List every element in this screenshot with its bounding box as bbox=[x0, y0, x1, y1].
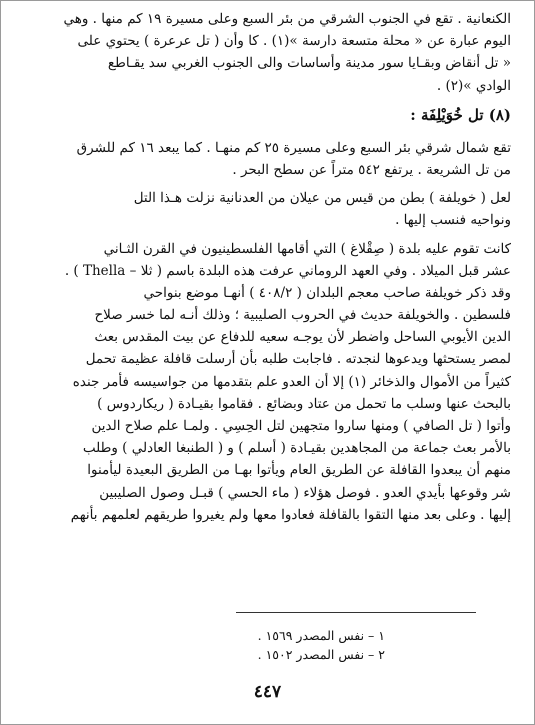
text-line: ونواحيه فنسب إليها . bbox=[395, 212, 511, 229]
footnote-item: ١ – نفس المصدر ١٥٦٩ . bbox=[257, 628, 385, 643]
text-line: كانت تقوم عليه بلدة ( صِقْلاغ ) التي أقامها الفلسطينيون في القرن الثـاني bbox=[103, 240, 511, 257]
page-number: ٤٤٧ bbox=[253, 682, 282, 702]
paragraph-block-3 bbox=[24, 187, 511, 231]
paragraph-block-2 bbox=[24, 137, 511, 181]
text-line: شر وقوعها بأيدي العدو . فوصل هؤلاء ( ماء الحسي ) قبـل وصول الصليبين bbox=[99, 484, 511, 501]
text-line: الكنعانية . تقع في الجنوب الشرقي من بئر السبع وعلى مسيرة ١٩ كم منها . وهي bbox=[63, 11, 511, 27]
text-line: إليها . وعلى بعد منها التقوا بالقافلة فعادوا معها ولم يغيروا طريقهم لعلمهم بأنهم bbox=[70, 506, 511, 523]
text-line: فلسطين . والخويلفة حديث في الحروب الصليبية ؛ وذلك أنـه لما خسر صلاح bbox=[94, 307, 511, 324]
text-line: « تل أنقاض وبقـايا سور مدينة وأساسات والى الجنوب الغربي سد يقـاطع bbox=[107, 55, 511, 72]
text-line: وقد ذكر خويلفة صاحب معجم البلدان ( ٤٠٨/٢ ) أنهـا موضع بنواحي bbox=[143, 284, 511, 301]
text-line: عشر قبل الميلاد . وفي العهد الروماني عرفت هذه البلدة باسم ( ثلا – Thella ) . bbox=[64, 262, 511, 279]
text-line: لمصر يستحثها ويدعوها لنجدته . فاجابت طلبه بأن أرسلت قافلة عظيمة تحمل bbox=[85, 351, 511, 368]
footnotes bbox=[258, 626, 385, 664]
text-line: لعل ( خويلفة ) بطن من قيس من عيلان من العدنانية نزلت هـذا التل bbox=[133, 190, 511, 207]
text-line: الوادي »(٢) . bbox=[436, 77, 511, 94]
paragraph-block-1 bbox=[24, 8, 511, 97]
footnote-divider bbox=[236, 612, 476, 613]
section-heading: (٨) تل خُوَيْلِفَة : bbox=[410, 105, 511, 124]
text-line: وأتوا ( تل الصافي ) ومنها ساروا متجهين لتل الحِسِي . ولمـا علم صلاح الدين bbox=[91, 418, 511, 434]
text-line: اليوم عبارة عن « محلة متسعة دارسة »(١) . كا وأن ( تل عرعرة ) يحتوي على bbox=[77, 33, 511, 50]
text-line: تقع شمال شرقي بئر السبع وعلى مسيرة ٢٥ كم منهـا . كما يبعد ١٦ كم للشرق bbox=[76, 139, 511, 156]
text-line: الدين الأيوبي الساحل واضطر لأن يوجـه سعيه للدفاع عن بيت المقدس بعث bbox=[94, 329, 511, 346]
text-line: بالأمر بعث جماعة من المجاهدين بقيـادة ( أسلم ) و ( الطنبغا العادلي ) وطلب bbox=[82, 440, 511, 457]
document-page bbox=[24, 8, 511, 526]
paragraph-block-4 bbox=[24, 238, 511, 526]
text-line: بالبحث عنها وسلب ما تحمل من عتاد وبضائع . فقاموا بقيـادة ( ريكاردوس ) bbox=[97, 395, 511, 412]
text-line: كثيراً من الأموال والذخائر (١) إلا أن العدو علم بتقدمها من جواسيسه فأمر جنده bbox=[72, 373, 511, 390]
text-line: من تل الشريعة . يرتفع ٥٤٢ متراً عن سطح البحر . bbox=[232, 161, 511, 178]
text-line: منهم أن يبعدوا القافلة عن الطريق العام ويأتوا بهـا من الطريق البعيدة ليأمنوا bbox=[87, 462, 511, 479]
footnote-item: ٢ – نفس المصدر ١٥٠٢ . bbox=[257, 647, 385, 662]
